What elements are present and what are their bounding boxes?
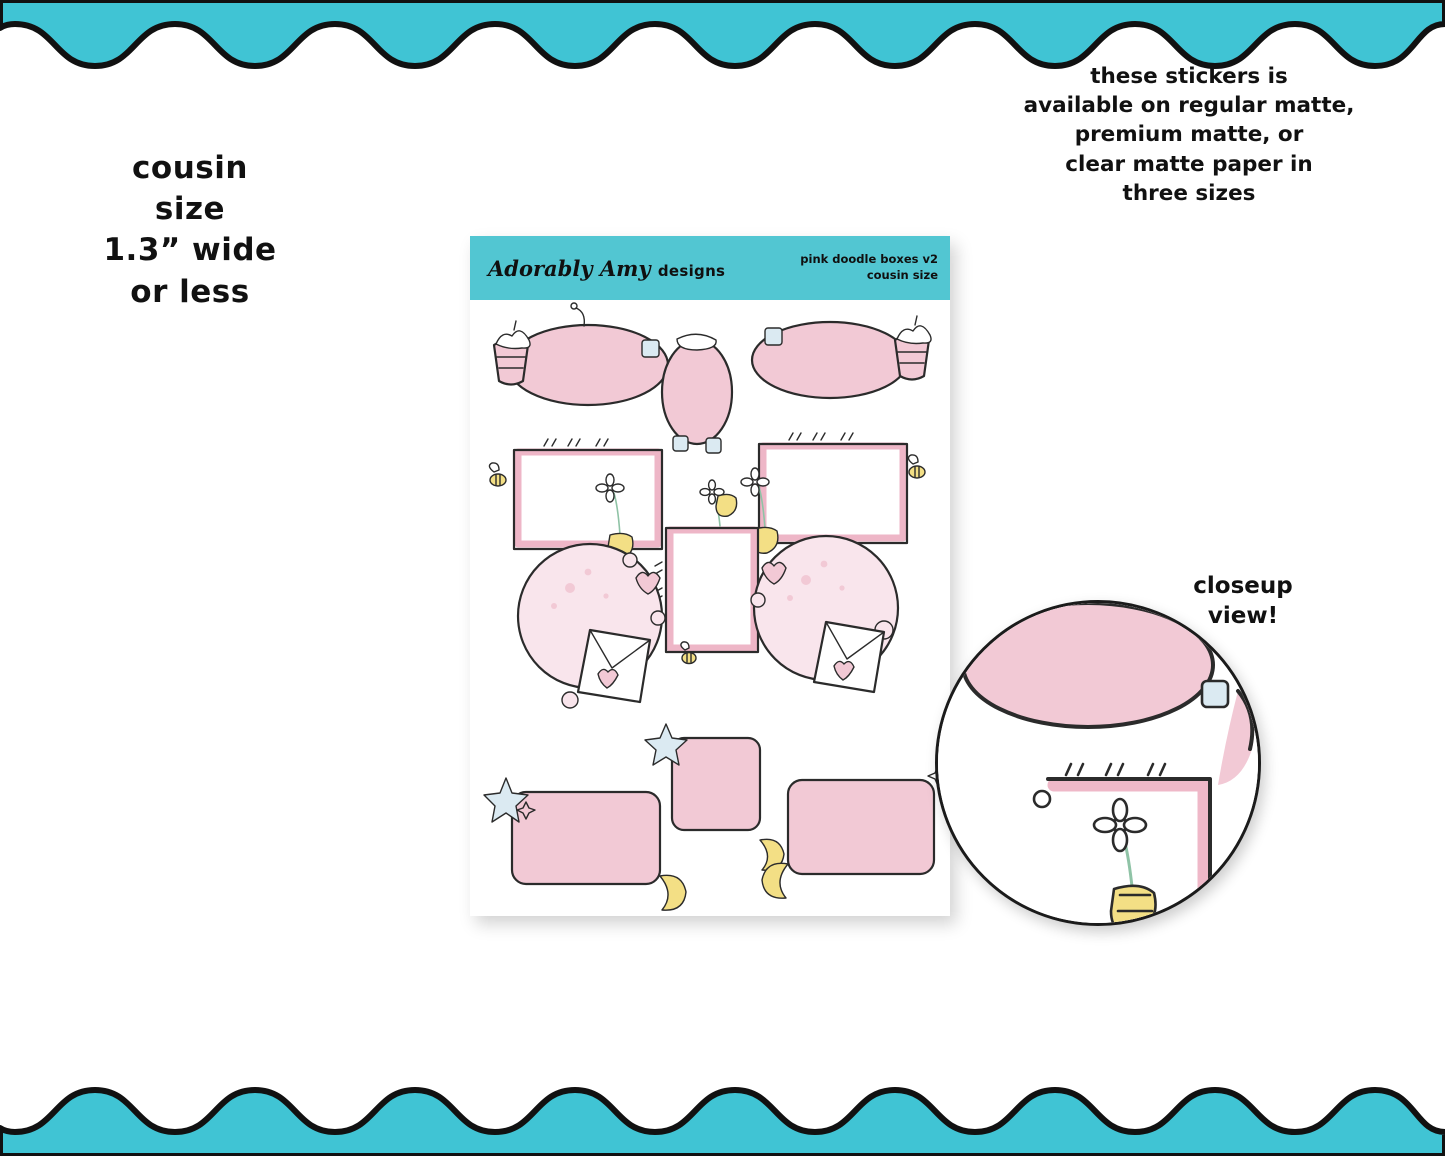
sticker-rect-frame-right bbox=[741, 433, 925, 553]
paper-note-line-3: premium matte, or bbox=[1074, 122, 1304, 148]
size-note-line-3: 1.3” wide bbox=[103, 232, 277, 269]
brand-script: Adorably Amy bbox=[488, 256, 651, 281]
sticker-oval-box-left bbox=[494, 303, 668, 405]
sticker-small-oval-box bbox=[662, 334, 732, 453]
closeup-label-line-1: closeup bbox=[1193, 573, 1293, 599]
brand-word: designs bbox=[657, 262, 726, 280]
paper-note-line-4: clear matte paper in bbox=[1065, 151, 1313, 177]
size-note-line-2: size bbox=[154, 191, 226, 228]
sticker-square-box-stars bbox=[645, 724, 784, 870]
sticker-circle-box-left bbox=[518, 544, 665, 708]
size-note-line-1: cousin bbox=[132, 150, 248, 186]
sticker-tall-frame bbox=[655, 480, 758, 664]
sheet-title bbox=[800, 252, 938, 283]
bee-icon-right bbox=[908, 455, 925, 478]
sheet-title-line-1: pink doodle boxes v2 bbox=[800, 252, 938, 266]
bottom-scallop-border bbox=[0, 1084, 1445, 1156]
size-note bbox=[60, 148, 320, 313]
paper-note-line-2: available on regular matte, bbox=[1023, 93, 1355, 119]
closeup-view bbox=[935, 600, 1261, 926]
sticker-sheet bbox=[470, 236, 950, 916]
bee-icon-left bbox=[489, 463, 506, 486]
sticker-oval-box-right bbox=[752, 316, 931, 398]
size-note-line-4: or less bbox=[130, 273, 250, 310]
sticker-wide-box-right bbox=[762, 766, 948, 898]
daisy-vase-tall bbox=[700, 480, 737, 526]
paper-note-line-5: three sizes bbox=[1122, 180, 1256, 206]
sticker-circle-box-right bbox=[751, 536, 898, 692]
sheet-title-line-2: cousin size bbox=[866, 267, 938, 282]
paper-note-line-1: these stickers is bbox=[1090, 64, 1288, 89]
paper-options-note bbox=[1019, 62, 1359, 208]
sticker-art-area bbox=[470, 300, 950, 916]
brand-logo bbox=[488, 256, 725, 281]
sticker-rect-frame-left bbox=[489, 439, 662, 559]
sticker-wide-box-left bbox=[484, 778, 686, 910]
closeup-label-line-2: view! bbox=[1207, 602, 1279, 629]
closeup-label bbox=[1168, 572, 1318, 632]
